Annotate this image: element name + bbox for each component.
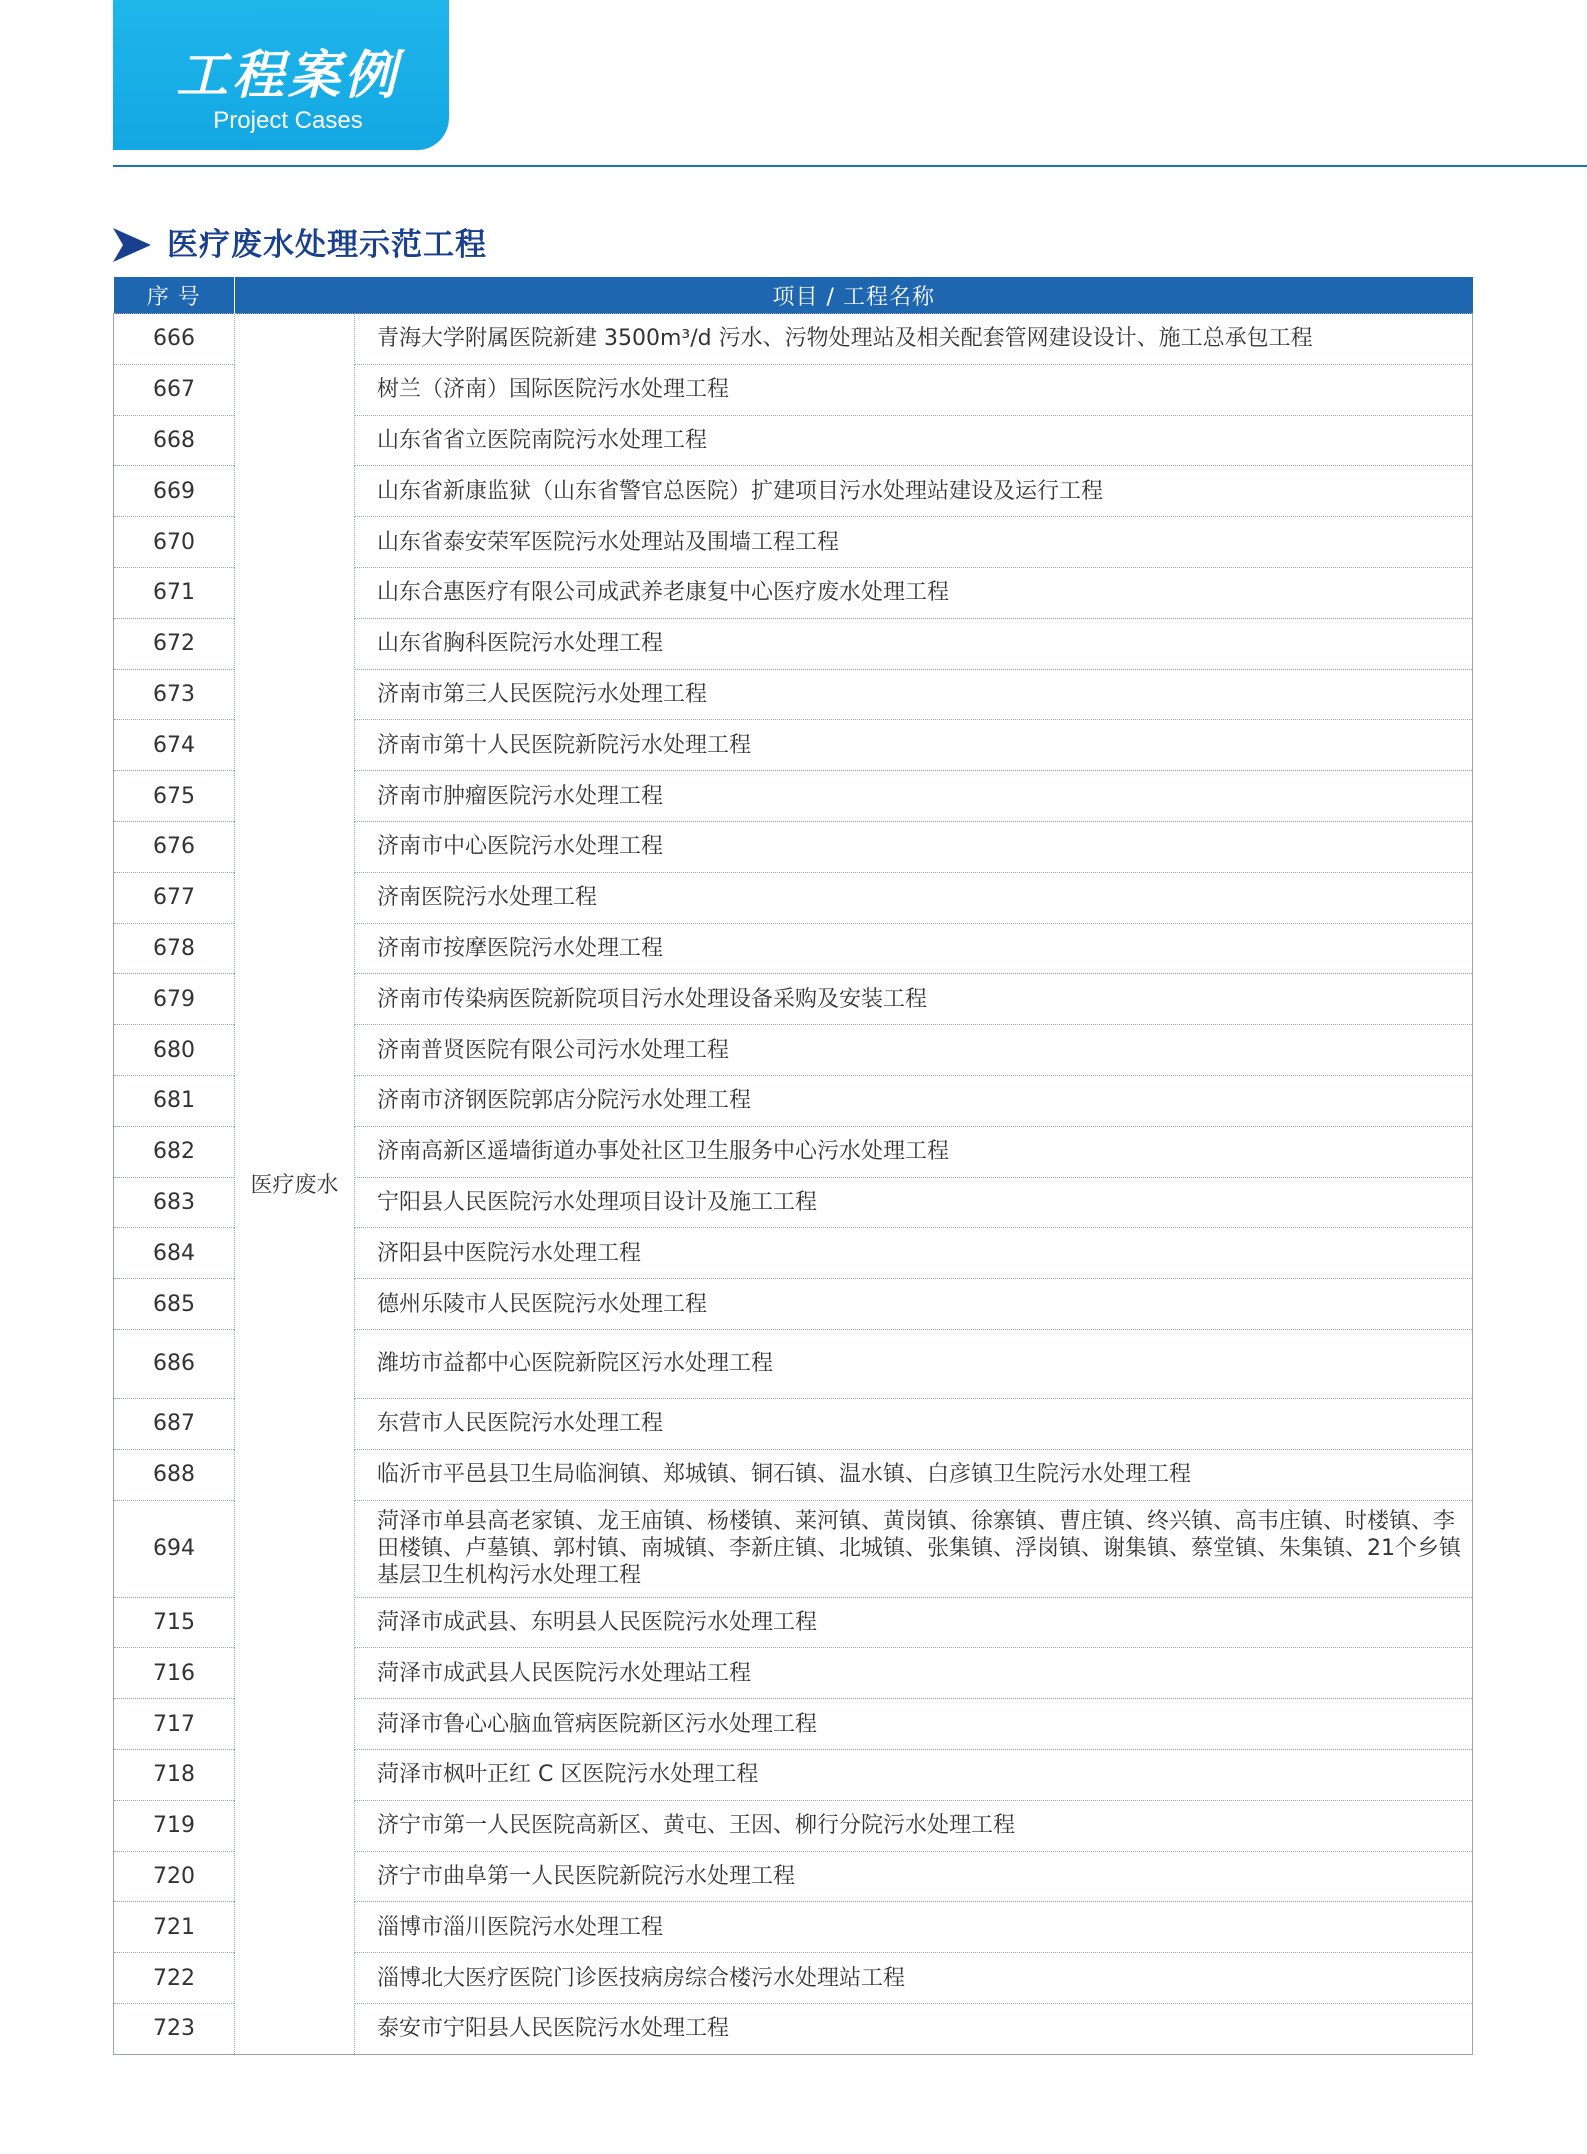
project-name: 淄博北大医疗医院门诊医技病房综合楼污水处理站工程 [355,1953,1473,2004]
header-divider [113,165,1587,167]
project-name: 济南市传染病医院新院项目污水处理设备采购及安装工程 [355,974,1473,1025]
project-name: 泰安市宁阳县人民医院污水处理工程 [355,2003,1473,2054]
project-name: 济南市按摩医院污水处理工程 [355,923,1473,974]
table-header-row [114,277,1473,314]
row-number: 670 [114,517,235,568]
project-name: 菏泽市单县高老家镇、龙王庙镇、杨楼镇、莱河镇、黄岗镇、徐寨镇、曹庄镇、终兴镇、高韦庄镇、时楼镇、李田楼镇、卢墓镇、郭村镇、南城镇、李新庄镇、北城镇、张集镇、浮岗镇、谢集镇、蔡堂镇、朱集镇、21个乡镇基层卫生机构污水处理工程 [355,1500,1473,1597]
section-title: 医疗废水处理示范工程 [167,227,487,263]
project-name: 菏泽市鲁心心脑血管病医院新区污水处理工程 [355,1699,1473,1750]
row-number: 688 [114,1449,235,1500]
header-tab [113,0,449,150]
project-name: 山东省省立医院南院污水处理工程 [355,415,1473,466]
row-number: 668 [114,415,235,466]
row-number: 666 [114,314,235,365]
row-number: 672 [114,618,235,669]
row-number: 684 [114,1228,235,1279]
row-number: 683 [114,1177,235,1228]
project-name: 宁阳县人民医院污水处理项目设计及施工工程 [355,1177,1473,1228]
section-arrow-icon [113,228,151,262]
row-number: 720 [114,1851,235,1902]
header-subtitle: Project Cases [213,107,363,134]
project-name: 济南普贤医院有限公司污水处理工程 [355,1025,1473,1076]
project-name: 济南市济钢医院郭店分院污水处理工程 [355,1075,1473,1126]
row-number: 680 [114,1025,235,1076]
column-header-number: 序 号 [114,277,235,314]
row-number: 715 [114,1597,235,1648]
project-name: 青海大学附属医院新建 3500m³/d 污水、污物处理站及相关配套管网建设设计、施工总承包工程 [355,314,1473,365]
category-cell: 医疗废水 [235,314,355,2055]
row-number: 677 [114,872,235,923]
row-number: 716 [114,1648,235,1699]
row-number: 719 [114,1800,235,1851]
table-row [114,314,1473,365]
row-number: 678 [114,923,235,974]
row-number: 674 [114,720,235,771]
row-number: 717 [114,1699,235,1750]
project-name: 济南市中心医院污水处理工程 [355,821,1473,872]
projects-table [113,277,1472,2055]
row-number: 673 [114,669,235,720]
project-name: 济南医院污水处理工程 [355,872,1473,923]
project-name: 济宁市曲阜第一人民医院新院污水处理工程 [355,1851,1473,1902]
row-number: 676 [114,821,235,872]
project-name: 临沂市平邑县卫生局临涧镇、郑城镇、铜石镇、温水镇、白彦镇卫生院污水处理工程 [355,1449,1473,1500]
row-number: 675 [114,771,235,822]
row-number: 682 [114,1126,235,1177]
project-name: 菏泽市成武县、东明县人民医院污水处理工程 [355,1597,1473,1648]
row-number: 686 [114,1329,235,1398]
row-number: 723 [114,2003,235,2054]
row-number: 685 [114,1279,235,1330]
header-title: 工程案例 [175,45,400,106]
row-number: 694 [114,1500,235,1597]
project-name: 山东省泰安荣军医院污水处理站及围墙工程工程 [355,517,1473,568]
project-name: 济宁市第一人民医院高新区、黄屯、王因、柳行分院污水处理工程 [355,1800,1473,1851]
project-name: 潍坊市益都中心医院新院区污水处理工程 [355,1329,1473,1398]
project-name: 山东合惠医疗有限公司成武养老康复中心医疗废水处理工程 [355,567,1473,618]
project-name: 济南市肿瘤医院污水处理工程 [355,771,1473,822]
project-name: 淄博市淄川医院污水处理工程 [355,1902,1473,1953]
project-name: 德州乐陵市人民医院污水处理工程 [355,1279,1473,1330]
project-name: 菏泽市成武县人民医院污水处理站工程 [355,1648,1473,1699]
column-header-name: 项目 / 工程名称 [235,277,1473,314]
project-name: 树兰（济南）国际医院污水处理工程 [355,364,1473,415]
row-number: 721 [114,1902,235,1953]
project-name: 济阳县中医院污水处理工程 [355,1228,1473,1279]
row-number: 687 [114,1398,235,1449]
project-name: 济南市第三人民医院污水处理工程 [355,669,1473,720]
project-name: 山东省胸科医院污水处理工程 [355,618,1473,669]
row-number: 679 [114,974,235,1025]
row-number: 681 [114,1075,235,1126]
project-name: 济南高新区遥墙街道办事处社区卫生服务中心污水处理工程 [355,1126,1473,1177]
project-name: 菏泽市枫叶正红 C 区医院污水处理工程 [355,1749,1473,1800]
row-number: 669 [114,466,235,517]
project-name: 山东省新康监狱（山东省警官总医院）扩建项目污水处理站建设及运行工程 [355,466,1473,517]
row-number: 667 [114,364,235,415]
project-name: 济南市第十人民医院新院污水处理工程 [355,720,1473,771]
project-name: 东营市人民医院污水处理工程 [355,1398,1473,1449]
row-number: 718 [114,1749,235,1800]
table-body [114,314,1473,2055]
row-number: 722 [114,1953,235,2004]
row-number: 671 [114,567,235,618]
